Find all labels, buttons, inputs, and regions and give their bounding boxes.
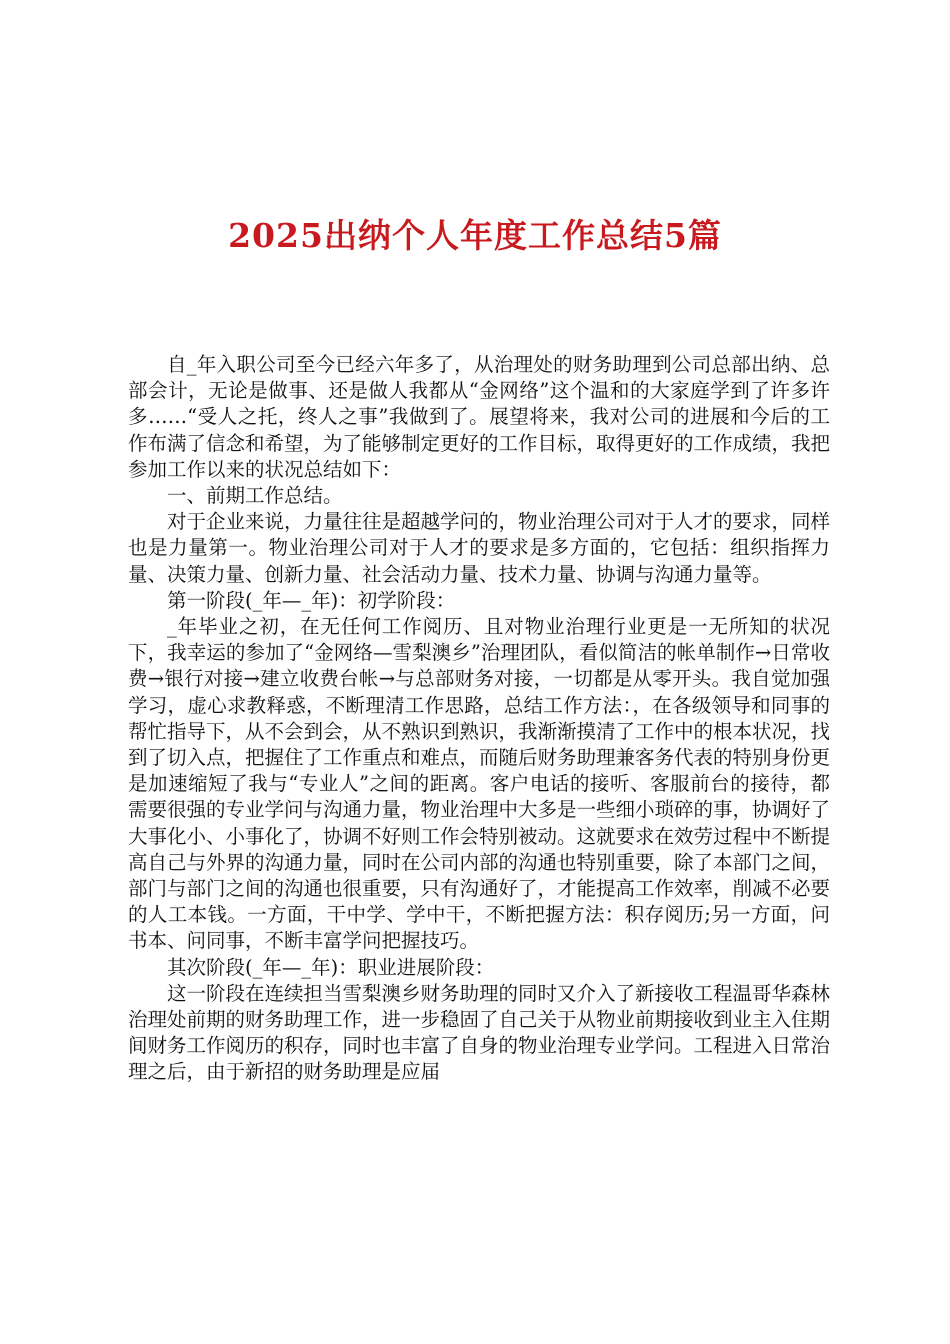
paragraph-stage-1: _年毕业之初，在无任何工作阅历、且对物业治理行业更是一无所知的状况下，我幸运的参加了“金网络—雪梨澳乡”治理团队，看似简洁的帐单制作→日常收费→银行对接→建立收费台帐→与总部财务对接，一切都是从零开头。我自觉加强学习，虚心求教释惑，不断理清工作思路，总结工作方法：，在各级领导和同事的帮忙指导下，从不会到会，从不熟识到熟识，我渐渐摸清了工作中的根本状况，找到了切入点，把握住了工作重点和难点，而随后财务助理兼客务代表的特别身份更是加速缩短了我与“专业人”之间的距离。客户电话的接听、客服前台的接待，都需要很强的专业学问与沟通力量，物业治理中大多是一些细小琐碎的事，协调好了大事化小、小事化了，协调不好则工作会特别被动。这就要求在效劳过程中不断提高自己与外界的沟通力量，同时在公司内部的沟通也特别重要，除了本部门之间，部门与部门之间的沟通也很重要，只有沟通好了，才能提高工作效率，削减不必要的人工本钱。一方面，干中学、学中干，不断把握方法：积存阅历;另一方面，问书本、问同事，不断丰富学问把握技巧。 xyxy=(128,615,831,953)
paragraph-stage-2: 这一阶段在连续担当雪梨澳乡财务助理的同时又介入了新接收工程温哥华森林治理处前期的财务助理工作，进一步稳固了自己关于从物业前期接收到业主入住期间财务工作阅历的积存，同时也丰富了自身的物业治理专业学问。工程进入日常治理之后，由于新招的财务助理是应届 xyxy=(128,981,831,1084)
paragraph-intro: 自_年入职公司至今已经六年多了，从治理处的财务助理到公司总部出纳、总部会计，无论是做事、还是做人我都从“金网络”这个温和的大家庭学到了许多许多……“受人之托，终人之事”我做到了。展望将来，我对公司的进展和今后的工作布满了信念和希望，为了能够制定更好的工作目标，取得更好的工作成绩，我把参加工作以来的状况总结如下： xyxy=(128,353,831,481)
document-title: 2025出纳个人年度工作总结5篇 xyxy=(228,216,722,255)
paragraph-ability: 对于企业来说，力量往往是超越学问的，物业治理公司对于人才的要求，同样也是力量第一。物业治理公司对于人才的要求是多方面的，它包括：组织指挥力量、决策力量、创新力量、社会活动力量、技术力量、协调与沟通力量等。 xyxy=(128,510,831,586)
document-body xyxy=(128,352,830,1086)
section-heading-1: 一、前期工作总结。 xyxy=(167,484,343,508)
stage-heading-2: 其次阶段(_年—_年)：职业进展阶段： xyxy=(167,955,495,979)
stage-heading-1: 第一阶段(_年—_年)：初学阶段： xyxy=(167,588,456,612)
